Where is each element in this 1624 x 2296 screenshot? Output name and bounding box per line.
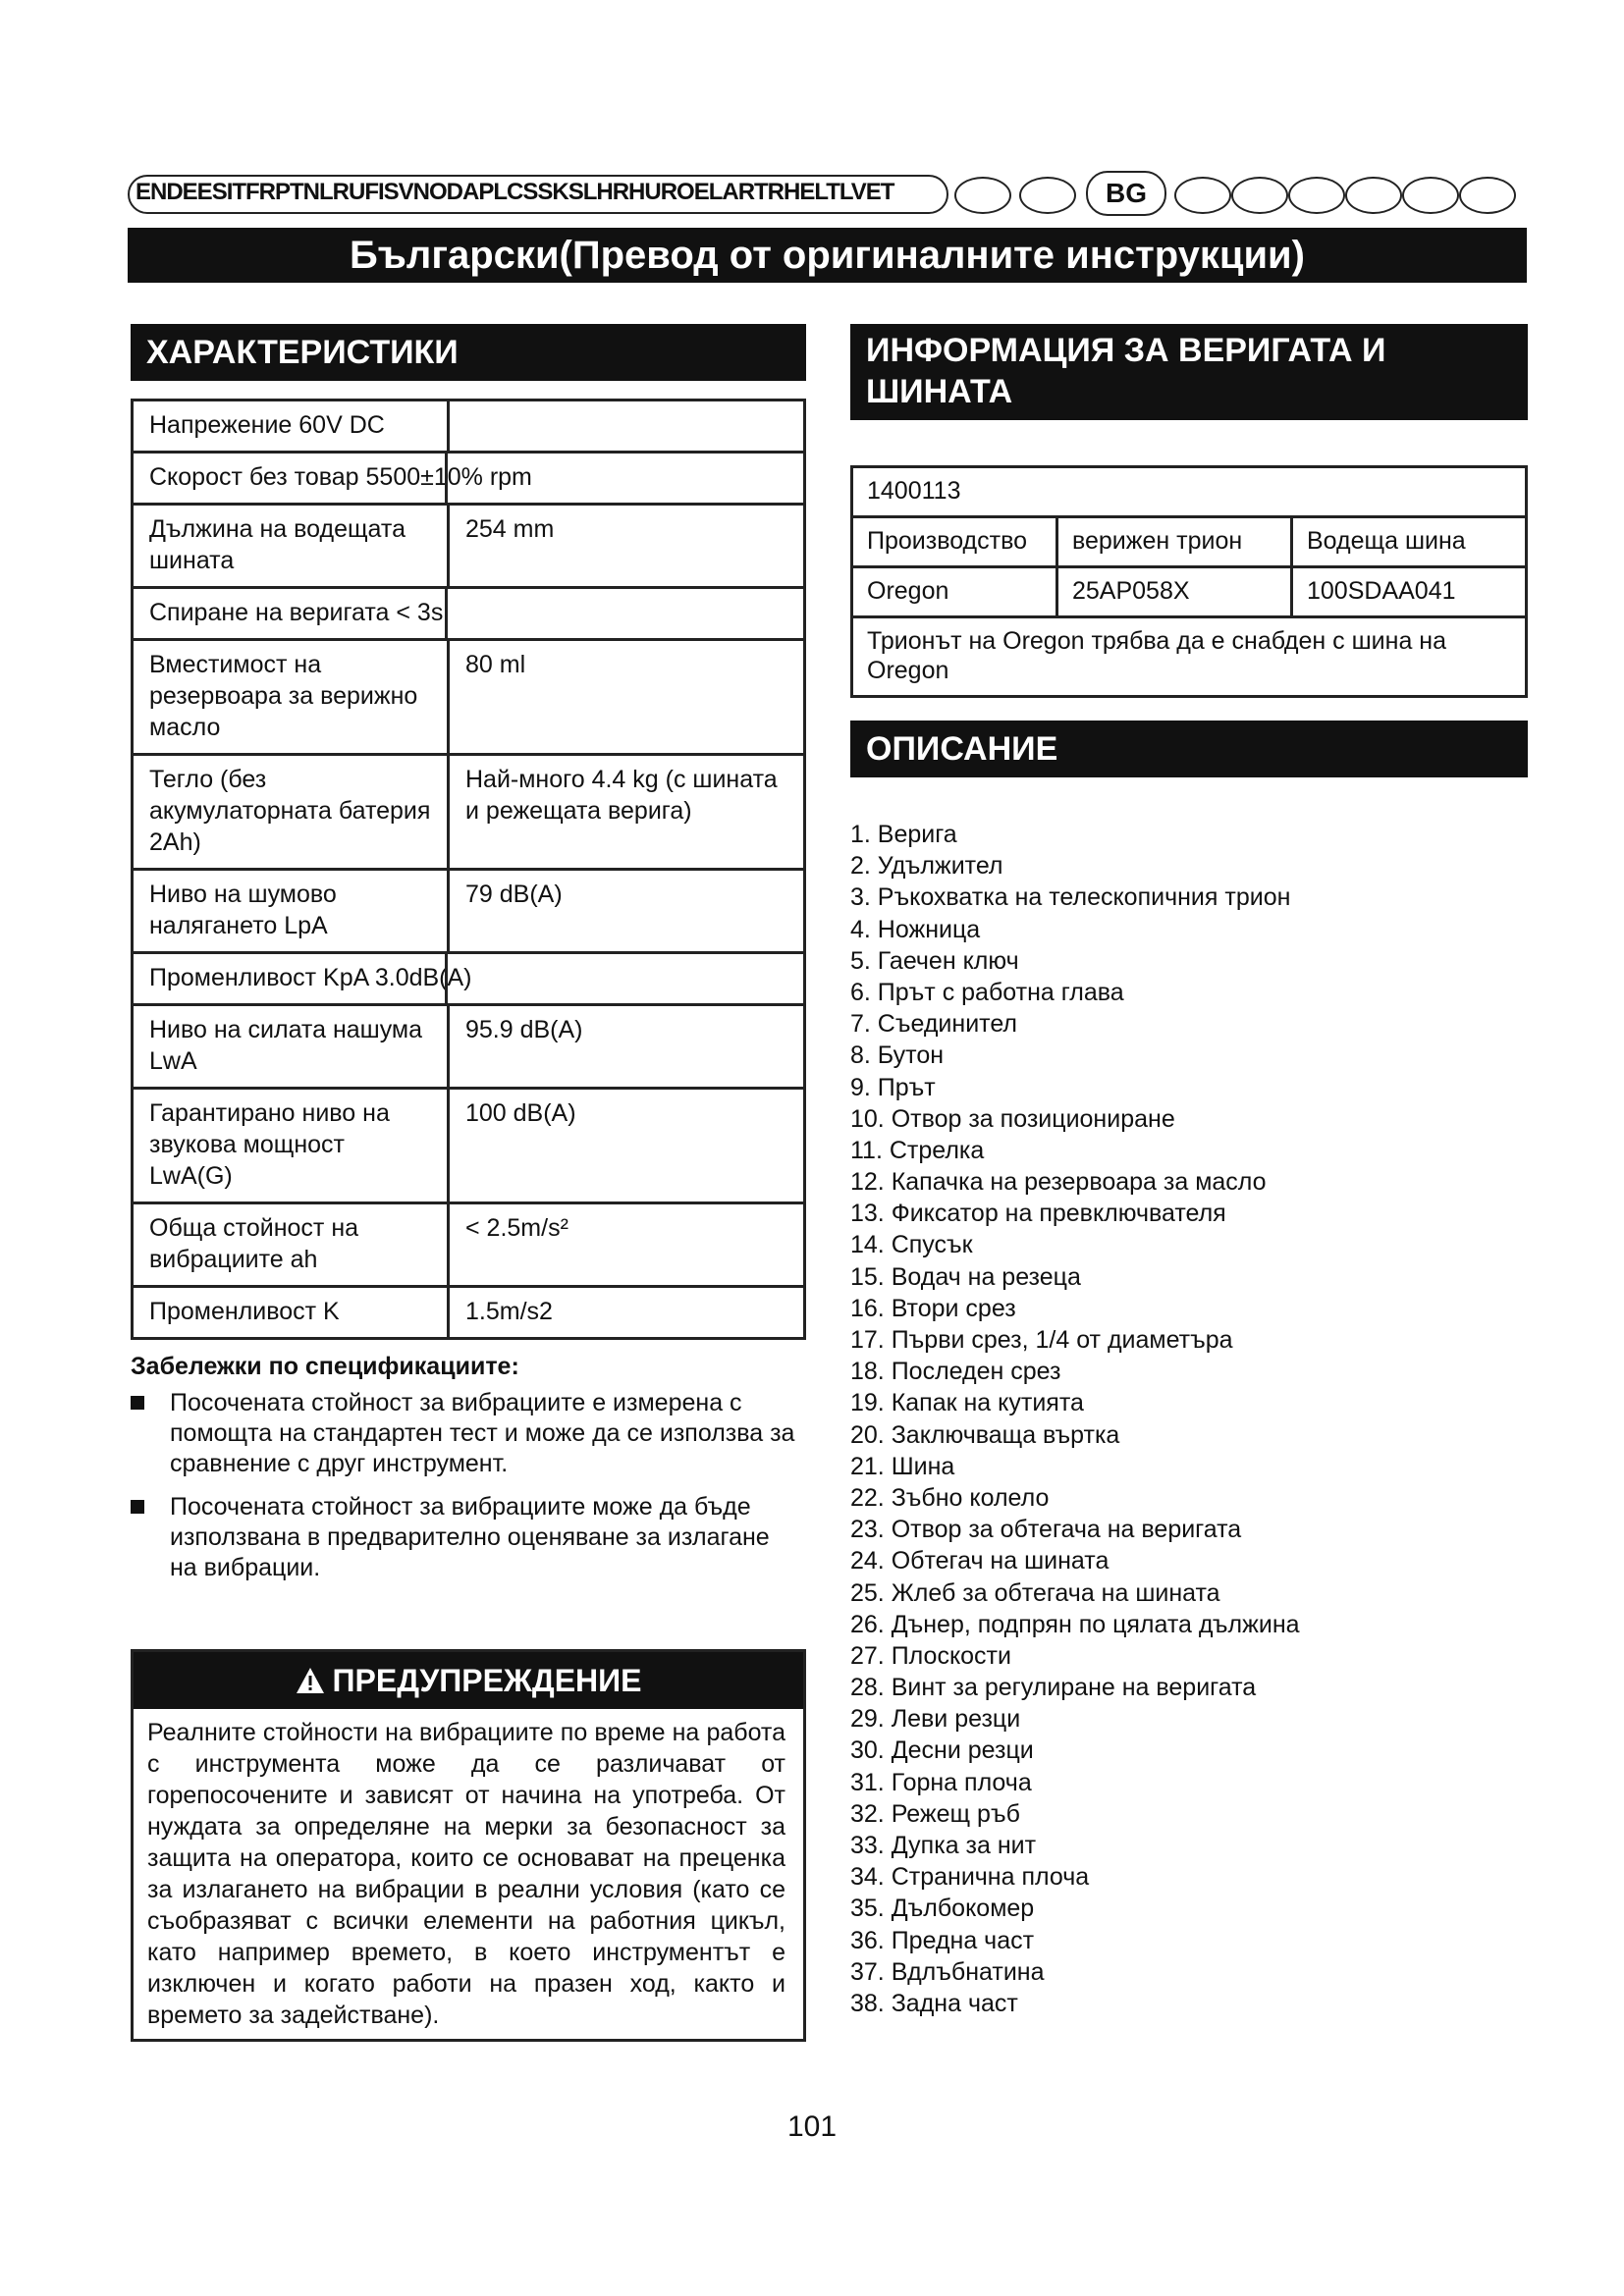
spec-value: 80 ml — [449, 640, 805, 755]
spec-value: 79 dB(A) — [449, 870, 805, 953]
chain-info-heading — [850, 324, 1528, 420]
model-code: 1400113 — [852, 467, 1527, 517]
table-row — [133, 1089, 805, 1203]
page-title: Български(Превод от оригиналните инструкции) — [128, 228, 1527, 283]
list-item: 10. Отвор за позициониране — [850, 1104, 1175, 1133]
spec-label: Ниво на силата нашума LwA — [133, 1005, 449, 1089]
spec-value: 1.5m/s2 — [449, 1287, 805, 1339]
list-item: 32. Режещ ръб — [850, 1799, 1020, 1828]
spec-label — [133, 588, 805, 640]
spec-value: 100 dB(A) — [449, 1089, 805, 1203]
spec-value: 95.9 dB(A) — [449, 1005, 805, 1089]
language-bar — [128, 169, 1522, 218]
current-language-badge: BG — [1086, 171, 1166, 216]
list-item: 6. Прът с работна глава — [850, 978, 1124, 1006]
table-row — [133, 453, 805, 505]
list-item: 16. Втори срез — [850, 1294, 1016, 1322]
specs-table — [131, 399, 806, 1340]
note-item — [131, 1492, 779, 1586]
list-item: 12. Капачка на резервоара за масло — [850, 1168, 1267, 1197]
list-item: 23. Отвор за обтегача на веригата — [850, 1516, 1242, 1544]
language-oval — [1345, 177, 1402, 214]
spec-label — [133, 953, 805, 1005]
list-item: 30. Десни резци — [850, 1736, 1034, 1765]
table-row — [133, 505, 805, 588]
table-cell: 100SDAA041 — [1292, 567, 1527, 617]
list-item: 18. Последен срез — [850, 1358, 1061, 1386]
table-row — [133, 640, 805, 755]
list-item: 15. Водач на резеца — [850, 1262, 1081, 1291]
warning-title: ПРЕДУПРЕЖДЕНИЕ — [332, 1663, 642, 1698]
column-header: Водеща шина — [1292, 517, 1527, 567]
spec-label — [133, 453, 805, 505]
list-item: 33. Дупка за нит — [850, 1832, 1037, 1859]
column-header: верижен трион — [1057, 517, 1292, 567]
spec-label: Дължина на водещата шината — [133, 505, 449, 588]
specs-heading — [131, 324, 806, 381]
note-text: Посочената стойност за вибрациите е измерена с помощта на стандартен тест и може да се използва за сравнение с друг инструмент. — [170, 1389, 795, 1477]
list-item: 26. Дънер, подпрян по цялата дължина — [850, 1610, 1300, 1638]
list-item: 36. Предна част — [850, 1926, 1035, 1954]
spec-label: Ниво на шумово налягането LpA — [133, 870, 449, 953]
spec-value: < 2.5m/s² — [449, 1203, 805, 1287]
list-item: 2. Удължител — [850, 852, 1003, 881]
spec-value: Най-много 4.4 kg (с шината и режещата верига) — [449, 755, 805, 870]
spec-value: 254 mm — [449, 505, 805, 588]
chain-note: Трионът на Oregon трябва да е снабден с шина на Oregon — [852, 617, 1527, 697]
spec-label-text: Променливост KpA 3.0dB(A) — [149, 964, 472, 991]
language-codes: ENDEESITFRPTNLRUFISVNODAPLCSSKSLHRHUROELARTRHELTLVET — [135, 179, 894, 205]
page-number: 101 — [786, 2110, 838, 2143]
list-item: 14. Спусък — [850, 1231, 973, 1259]
language-oval — [1288, 177, 1345, 214]
list-item: 13. Фиксатор на превключвателя — [850, 1200, 1226, 1228]
table-row — [852, 467, 1527, 517]
column-divider — [445, 954, 448, 1003]
column-header: Производство — [852, 517, 1057, 567]
list-item: 22. Зъбно колело — [850, 1483, 1050, 1512]
list-item: 27. Плоскости — [850, 1641, 1011, 1670]
table-cell: 25AP058X — [1057, 567, 1292, 617]
table-row — [133, 1203, 805, 1287]
list-item: 4. Ножница — [850, 915, 981, 943]
list-item: 28. Винт за регулиране на веригата — [850, 1674, 1257, 1702]
square-bullet-icon — [131, 1396, 144, 1410]
list-item: 38. Задна част — [850, 1989, 1018, 2017]
language-oval — [1459, 177, 1516, 214]
spec-label: Вместимост на резервоара за верижно масло — [133, 640, 449, 755]
list-item: 3. Ръкохватка на телескопичния трион — [850, 883, 1291, 912]
table-row — [852, 567, 1527, 617]
spec-label: Гарантирано ниво на звукова мощност LwA(G) — [133, 1089, 449, 1203]
table-row — [852, 617, 1527, 697]
language-oval — [1402, 177, 1459, 214]
warning-box — [131, 1649, 806, 2042]
column-divider — [445, 454, 448, 503]
list-item: 31. Горна плоча — [850, 1768, 1032, 1796]
table-row — [133, 953, 805, 1005]
table-row — [852, 517, 1527, 567]
list-item: 19. Капак на кутията — [850, 1389, 1084, 1417]
table-row — [133, 1005, 805, 1089]
list-item: 29. Леви резци — [850, 1705, 1021, 1734]
warning-header — [134, 1652, 803, 1709]
language-oval — [1231, 177, 1288, 214]
note-item — [131, 1388, 795, 1482]
list-item: 7. Съединител — [850, 1010, 1017, 1039]
list-item: 21. Шина — [850, 1452, 955, 1480]
spec-label: Обща стойност на вибрациите ah — [133, 1203, 449, 1287]
list-item: 25. Жлеб за обтегача на шината — [850, 1578, 1220, 1607]
list-item: 5. Гаечен ключ — [850, 946, 1019, 975]
square-bullet-icon — [131, 1500, 144, 1514]
spec-value — [449, 400, 805, 453]
list-item: 8. Бутон — [850, 1041, 945, 1070]
spec-label: Променливост K — [133, 1287, 449, 1339]
language-oval — [954, 177, 1011, 214]
list-item: 9. Прът — [850, 1073, 936, 1101]
parts-list — [850, 819, 1300, 2019]
chain-info-heading-text: ИНФОРМАЦИЯ ЗА ВЕРИГАТА И ШИНАТА — [866, 332, 1386, 410]
table-row — [133, 588, 805, 640]
language-oval — [1019, 177, 1076, 214]
table-row — [133, 755, 805, 870]
table-row — [133, 870, 805, 953]
list-item: 34. Странична плоча — [850, 1863, 1090, 1892]
table-cell: Oregon — [852, 567, 1057, 617]
list-item: 17. Първи срез, 1/4 от диаметъра — [850, 1326, 1233, 1354]
language-oval — [1174, 177, 1231, 214]
chain-info-table — [850, 465, 1528, 698]
note-text: Посочената стойност за вибрациите може да бъде използвана в предварително оценяване за излагане на вибрации. — [170, 1493, 770, 1581]
spec-label-text: Спиране на веригата < 3s — [149, 599, 444, 626]
description-heading — [850, 721, 1528, 777]
list-item: 1. Верига — [850, 821, 957, 848]
description-heading-text: ОПИСАНИЕ — [866, 730, 1058, 768]
spec-label-text: Скорост без товар 5500±10% rpm — [149, 463, 532, 491]
spec-label: Тегло (без акумулаторната батерия 2Ah) — [133, 755, 449, 870]
table-row — [133, 1287, 805, 1339]
warning-text: Реалните стойности на вибрациите по време на работа с инструмента може да се различават от горепосочените и зависят от начина на употреба. От нуждата за определяне на мерки за безопасност за защита на оператора, които се основават на преценка за излагането на вибрации в реални условия (като се съобразяват с всички елементи на работния цикъл, като например времето, в което инструментът е изключен и когато работи на празен ход, както и времето за задействане). — [147, 1719, 785, 2029]
list-item: 20. Заключваща въртка — [850, 1420, 1120, 1449]
table-row — [133, 400, 805, 453]
specs-heading-text: ХАРАКТЕРИСТИКИ — [146, 334, 459, 371]
list-item: 24. Обтегач на шината — [850, 1547, 1110, 1575]
warning-triangle-icon — [296, 1667, 325, 1694]
list-item: 11. Стрелка — [850, 1136, 985, 1164]
notes-title: Забележки по спецификациите: — [131, 1353, 519, 1380]
list-item: 35. Дълбокомер — [850, 1895, 1035, 1923]
list-item: 37. Вдлъбнатина — [850, 1957, 1045, 1986]
spec-label: Напрежение 60V DC — [133, 400, 449, 453]
column-divider — [445, 589, 448, 638]
